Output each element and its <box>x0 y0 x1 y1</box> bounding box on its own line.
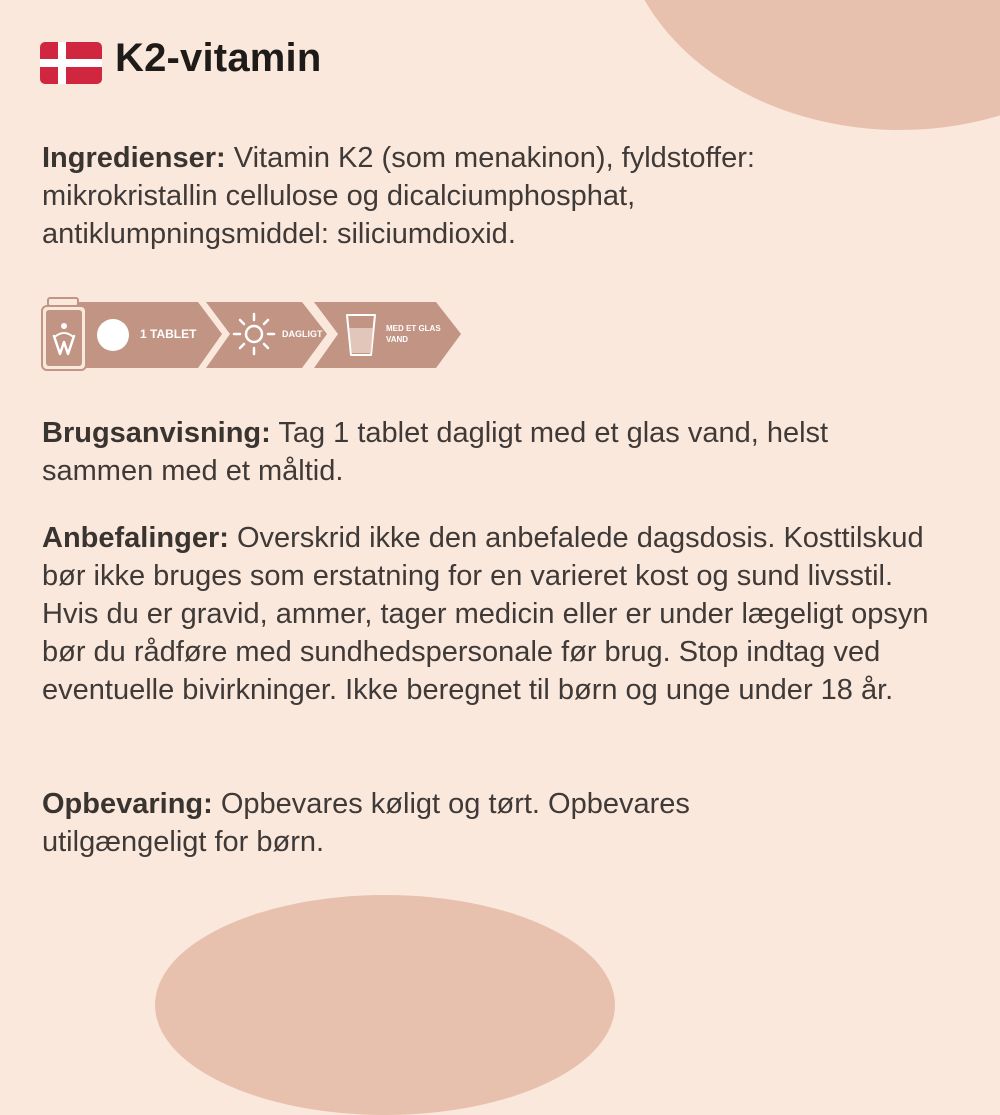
sun-icon <box>232 312 276 356</box>
step-label-water-line2: VAND <box>386 335 409 344</box>
step-label-water <box>386 323 441 345</box>
usage-section <box>42 414 882 490</box>
recommendations-label: Anbefalinger: <box>42 522 229 554</box>
dosage-steps <box>40 296 470 372</box>
step-label-water-line1: MED ET GLAS <box>386 324 441 333</box>
storage-text: Opbevares køligt og tørt. Opbevares utilgængeligt for børn. <box>42 788 690 858</box>
page-title: K2-vitamin <box>115 36 322 80</box>
recommendations-text: Overskrid ikke den anbefalede dagsdosis. Kosttilskud bør ikke bruges som erstatning for en varieret kost og sund livsstil. Hvis du er gravid, ammer, tager medicin eller er under lægeligt opsyn bør du rådføre med sundhedspersonale før brug. Stop indtag ved eventuelle bivirkninger. Ikke beregnet til børn og unge under 18 år. <box>42 522 929 706</box>
decorative-blob-top <box>620 0 1000 130</box>
usage-text: Tag 1 tablet dagligt med et glas vand, helst sammen med et måltid. <box>42 417 829 487</box>
denmark-flag-icon <box>40 42 102 84</box>
ingredients-section <box>42 139 842 253</box>
supplement-jar-icon <box>40 296 90 372</box>
recommendations-section <box>42 519 952 709</box>
step-label-daily: DAGLIGT <box>282 329 323 339</box>
glass-icon <box>344 312 378 358</box>
step-label-tablet: 1 TABLET <box>140 327 197 341</box>
ingredients-label: Ingredienser: <box>42 142 226 174</box>
usage-label: Brugsanvisning: <box>42 417 271 449</box>
storage-label: Opbevaring: <box>42 788 213 820</box>
tablet-icon <box>96 318 130 352</box>
ingredients-text: Vitamin K2 (som menakinon), fyldstoffer: mikrokristallin cellulose og dicalciumphosphat, antiklumpningsmiddel: siliciumdioxid. <box>42 142 755 250</box>
decorative-blob-bottom <box>155 895 615 1115</box>
storage-section <box>42 785 802 861</box>
